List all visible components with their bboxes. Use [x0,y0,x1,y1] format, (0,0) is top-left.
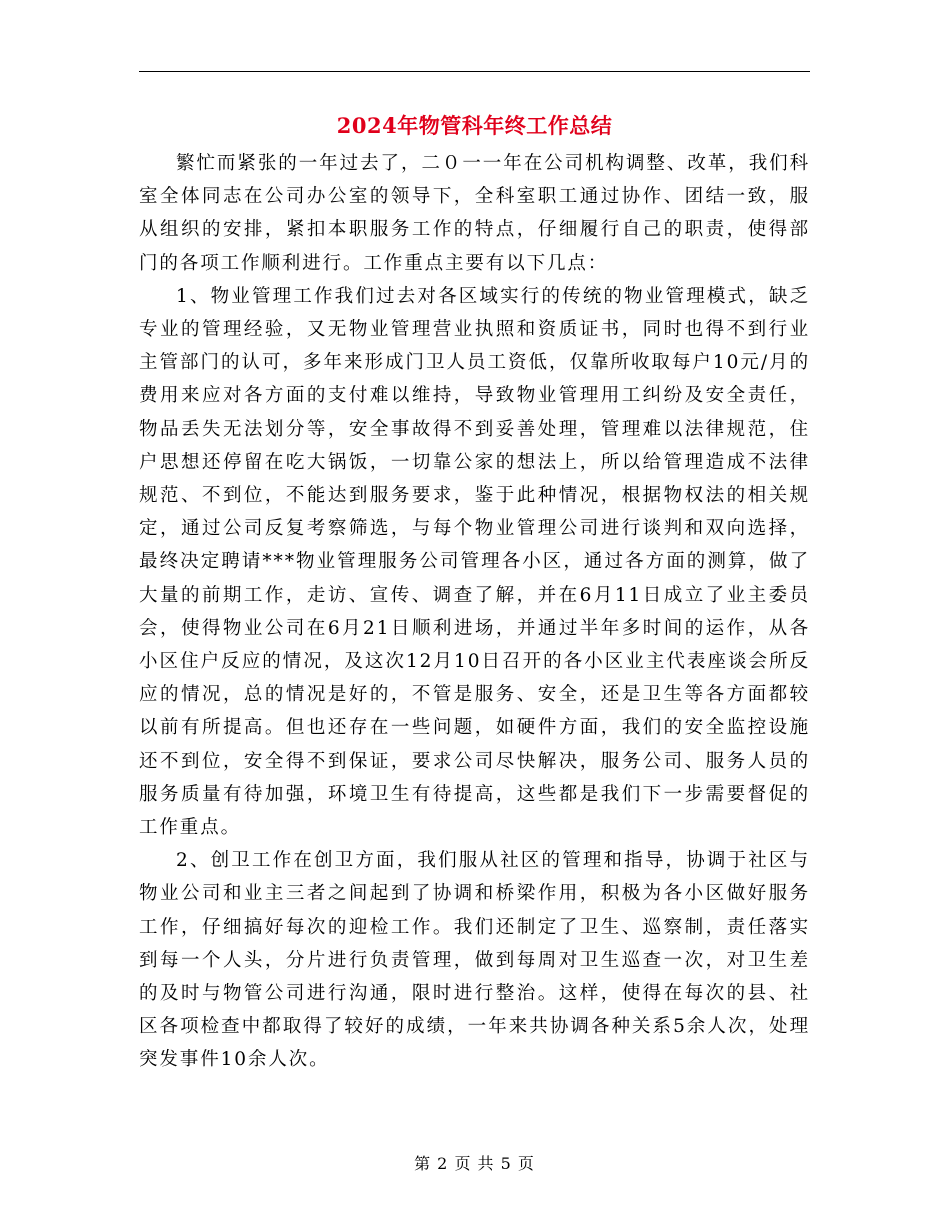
paragraph-property-management: 1、物业管理工作我们过去对各区域实行的传统的物业管理模式，缺乏专业的管理经验，又无物业管理营业执照和资质证书，同时也得不到行业主管部门的认可，多年来形成门卫人员工资低，仅靠所收取每户10元/月的费用来应对各方面的支付难以维持，导致物业管理用工纠纷及安全责任，物品丢失无法划分等，安全事故得不到妥善处理，管理难以法律规范，住户思想还停留在吃大锅饭，一切靠公家的想法上，所以给管理造成不法律规范、不到位，不能达到服务要求，鉴于此种情况，根据物权法的相关规定，通过公司反复考察筛选，与每个物业管理公司进行谈判和双向选择，最终决定聘请***物业管理服务公司管理各小区，通过各方面的测算，做了大量的前期工作，走访、宣传、调查了解，并在6月11日成立了业主委员会，使得物业公司在6月21日顺利进场，并通过半年多时间的运作，从各小区住户反应的情况，及这次12月10日召开的各小区业主代表座谈会所反应的情况，总的情况是好的，不管是服务、安全，还是卫生等各方面都较以前有所提高。但也还存在一些问题，如硬件方面，我们的安全监控设施还不到位，安全得不到保证，要求公司尽快解决，服务公司、服务人员的服务质量有待加强，环境卫生有待提高，这些都是我们下一步需要督促的工作重点。 [139,285,810,839]
paragraph-sanitation: 2、创卫工作在创卫方面，我们服从社区的管理和指导，协调于社区与物业公司和业主三者之间起到了协调和桥梁作用，积极为各小区做好服务工作，仔细搞好每次的迎检工作。我们还制定了卫生、巡察制，责任落实到每一个人头，分片进行负责管理，做到每周对卫生巡查一次，对卫生差的及时与物管公司进行沟通，限时进行整治。这样，使得在每次的县、社区各项检查中都取得了较好的成绩，一年来共协调各种关系5余人次，处理突发事件10余人次。 [139,850,810,1071]
paragraph-intro: 繁忙而紧张的一年过去了，二０一一年在公司机构调整、改革，我们科室全体同志在公司办公室的领导下，全科室职工通过协作、团结一致，服从组织的安排，紧扣本职服务工作的特点，仔细履行自己的职责，使得部门的各项工作顺利进行。工作重点主要有以下几点： [139,153,810,274]
document-body [139,147,810,1077]
document-title: 2024年物管科年终工作总结 [336,113,613,138]
header-rule [139,71,810,72]
page-number-footer: 第 2 页 共 5 页 [414,1154,535,1173]
